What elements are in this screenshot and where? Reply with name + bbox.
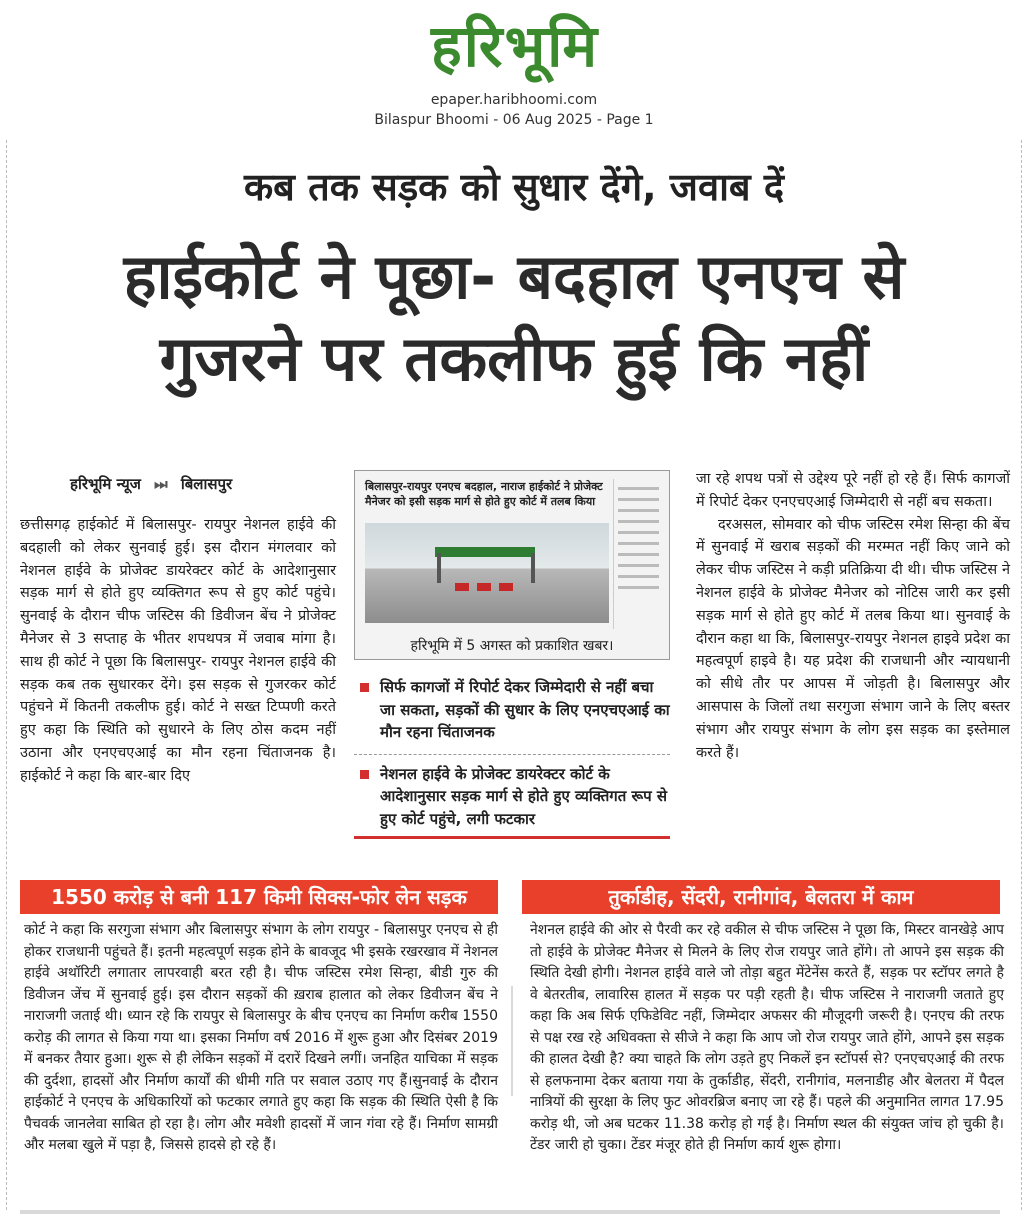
headline-line-2: गुजरने पर तकलीफ हुई कि नहीं [159,322,869,395]
pull-quote [354,763,670,837]
page-border-right [1021,140,1022,1210]
clipping-side-text [613,479,663,629]
article-headline [20,236,1008,400]
toll-gate-shape [435,547,535,557]
pull-quote-text: सिर्फ कागजों में रिपोर्ट देकर जिम्मेदारी से नहीं बचा जा सकता, सड़कों की सुधार के लिए एनएचएआई का मौन रहना चिंताजनक [380,678,670,741]
square-bullet-icon [360,683,369,692]
pull-quote-text: नेशनल हाईवे के प्रोजेक्ट डायरेक्टर कोर्ट के आदेशानुसार सड़क मार्ग से होते हुए व्यक्तिगत रूप से हुए कोर्ट पहुंचे, लगी फटकार [380,764,668,828]
byline [70,474,350,494]
site-url[interactable]: epaper.haribhoomi.com [430,92,598,108]
edition-label: Bilaspur Bhoomi - 06 Aug 2025 - Page 1 [374,112,654,128]
fast-forward-icon: ⏭ [154,475,168,493]
byline-place: बिलासपुर [180,475,233,493]
gate-post [437,553,441,583]
section-heading-right: तुर्काडीह, सेंदरी, रानीगांव, बेलतरा में काम [522,880,1000,914]
article-paragraph: दरअसल, सोमवार को चीफ जस्टिस रमेश सिन्हा की बेंच में सुनवाई में खराब सड़कों की मरम्मत नहीं किए जाने को लेकर चीफ जस्टिस ने कड़ी प्रतिक्रिया दी थी। चीफ जस्टिस ने नेशनल हाईवे के प्रोजेक्ट मैनेजर को नोटिस जारी कर इसी सड़क मार्ग से होते हुए कोर्ट में तलब किया था। सुनवाई के दौरान कहा था कि, बिलासपुर-रायपुर नेशनल हाइवे प्रदेश का महत्वपूर्ण हाइवे है। यह प्रदेश की राजधानी और न्यायधानी को सीधे तौर पर आपस में जोड़ती है। बिलासपुर और आसपास के जिलों तथा सरगुजा संभाग जाने के लिए बस्तर संभाग और रायपुर संभाग के लोग इस सड़क का इस्तेमाल करते हैं। [696,516,1010,761]
column-divider [511,986,513,1096]
logo-text: हरिभूमि [430,12,600,80]
pull-quote [354,676,670,755]
clipping-headline: बिलासपुर-रायपुर एनएच बदहाल, नाराज हाईकोर्ट ने प्रोजेक्ट मैनेजर को इसी सड़क मार्ग से होते हुए कोर्ट में तलब किया [365,480,603,508]
pull-quotes [354,676,670,839]
newspaper-clipping [354,470,670,660]
road-barrier [455,583,469,591]
article-column-right [696,468,1010,764]
article-paragraph: जा रहे शपथ पत्रों से उद्देश्य पूरे नहीं हो रहे हैं। सिर्फ कागजों में रिपोर्ट देकर एनएचएआई जिम्मेदारी से नहीं बच सकता। [696,471,1010,510]
page-border-left [6,140,7,1210]
highway-photo [365,523,609,623]
bottom-rule [20,1210,1000,1214]
article-paragraph: छत्तीसगढ़ हाईकोर्ट में बिलासपुर- रायपुर नेशनल हाईवे की बदहाली को लेकर सुनवाई हुई। इस दौरान मंगलवार को नेशनल हाईवे के प्रोजेक्ट डायरेक्टर कोर्ट के आदेशानुसार सड़क मार्ग से होते हुए व्यक्तिगत रूप से हुए कोर्ट पहुंचे। सुनवाई के दौरान चीफ जस्टिस की डिवीजन बेंच ने प्रोजेक्ट मैनेजर से 3 सप्ताह के भीतर शपथपत्र में जवाब मांगा है। साथ ही कोर्ट ने पूछा कि बिलासपुर- रायपुर नेशनल हाईवे की सड़क कब तक सुधारकर देंगे। इस सड़क से गुजरकर कोर्ट पहुंचने में कितनी तकलीफ हुई। कोर्ट ने सख्त टिप्पणी करते हुए कहा कि स्थिति को सुधारने के लिए ठोस कदम नहीं उठाना और एनएचएआई का मौन रहना चिंताजनक है। हाईकोर्ट ने कहा कि बार-बार दिए [20,517,336,784]
byline-source: हरिभूमि न्यूज [70,475,141,493]
photo-caption: हरिभूमि में 5 अगस्त को प्रकाशित खबर। [410,638,614,654]
gate-post [531,553,535,583]
section-text-right: नेशनल हाईवे की ओर से पैरवी कर रहे वकील से चीफ जस्टिस ने पूछा कि, मिस्टर वानखेड़े आप तो हाईवे के प्रोजेक्ट मैनेजर से मिलने के लिए रोज रायपुर जाते होंगे। तो आपने इस सड़क की स्थिति देखी होगी। नेशनल हाईवे वाले जो तोड़ा बहुत मेंटेनेंस करते हैं, सड़क पर स्टॉपर लगते है वे बेतरतीब, लावारिस हालत में सड़क पर पड़ी रहती है। चीफ जस्टिस ने नाराजगी जताते हुए कहा कि अब सिर्फ एफिडेविट नहीं, जिम्मेदार अफसर की मौजूदगी जरूरी है। एनएच की तरफ से पक्ष रख रहे अधिवक्ता से सीजे ने कहा कि आप जो रोज रायपुर जाते होंगे, आपने इस सड़क की हालत देखी है? क्या चाहते कि लोग उड़ते हुए निकलें इन स्टॉपर्स से? एनएचएआई की तरफ से हलफनामा देकर बताया गया के तुर्काडीह, सेंदरी, रानीगांव, मलनाडीह और बेलतरा में पैदल नात्रियों की सुरक्षा के लिए फुट ओवरब्रिज बनाए जा रहे हैं। पहले की अनुमानित लागत 17.95 करोड़ थी, जो अब घटकर 11.38 करोड़ हो गई है। निर्माण स्थल की संयुक्त जांच हो चुकी है। टेंडर जारी हो चुका। टेंडर मंजूर होते ही निर्माण कार्य शुरू होगा। [530,922,1004,1153]
road-barrier [499,583,513,591]
article-column-left [20,514,336,788]
section-text-left: कोर्ट ने कहा कि सरगुजा संभाग और बिलासपुर संभाग के लोग रायपुर - बिलासपुर एनएच से ही होकर राजधानी पहुंचते हैं। इतनी महत्वपूर्ण सड़क होने के बावजूद भी इसके रखरखाव में नेशनल हाईवे अथॉरिटी लगातार लापरवाही बरत रही है। चीफ जस्टिस रमेश सिन्हा, बीडी गुरु की डिवीजन जेंच में सुनवाई हुई। इस दौरान सड़कों की ख़राब हालात को लेकर डिवीजन बेंच ने नाराजगी जताई थी। ध्यान रहे कि रायपुर से बिलासपुर के बीच एनएच का निर्माण करीब 1550 करोड़ की लागत से किया गया था। इसका निर्माण वर्ष 2016 में शुरू हुआ और दिसंबर 2019 में बनकर तैयार हुआ। शुरू से ही लेकिन सड़कों में दरारें दिखने लगीं। जनहित याचिका में सड़क की दुर्दशा, हादसों और निर्माण कार्यों की धीमी गति पर सवाल उठाए गए हैं।सुनवाई के दौरान हाईकोर्ट ने एनएच के अधिकारियों को फटकार लगाते हुए कहा कि सड़क की स्थिति ऐसी है कि पैचवर्क जानलेवा साबित हो रहा है। लोग और मवेशी हादसों में जान गंवा रहे हैं। निर्माण सामग्री और मलबा खुले में पड़ा है, जिससे हादसे हो रहे हैं। [24,922,498,1153]
section-heading-left: 1550 करोड़ से बनी 117 किमी सिक्स-फोर लेन सड़क [20,880,498,914]
masthead [0,0,1028,140]
headline-line-1: हाईकोर्ट ने पूछा- बदहाल एनएच से [123,240,905,313]
haribhoomi-logo[interactable] [370,6,660,86]
article-kicker: कब तक सड़क को सुधार देंगे, जवाब दें [243,165,785,209]
road-barrier [477,583,491,591]
square-bullet-icon [360,770,369,779]
